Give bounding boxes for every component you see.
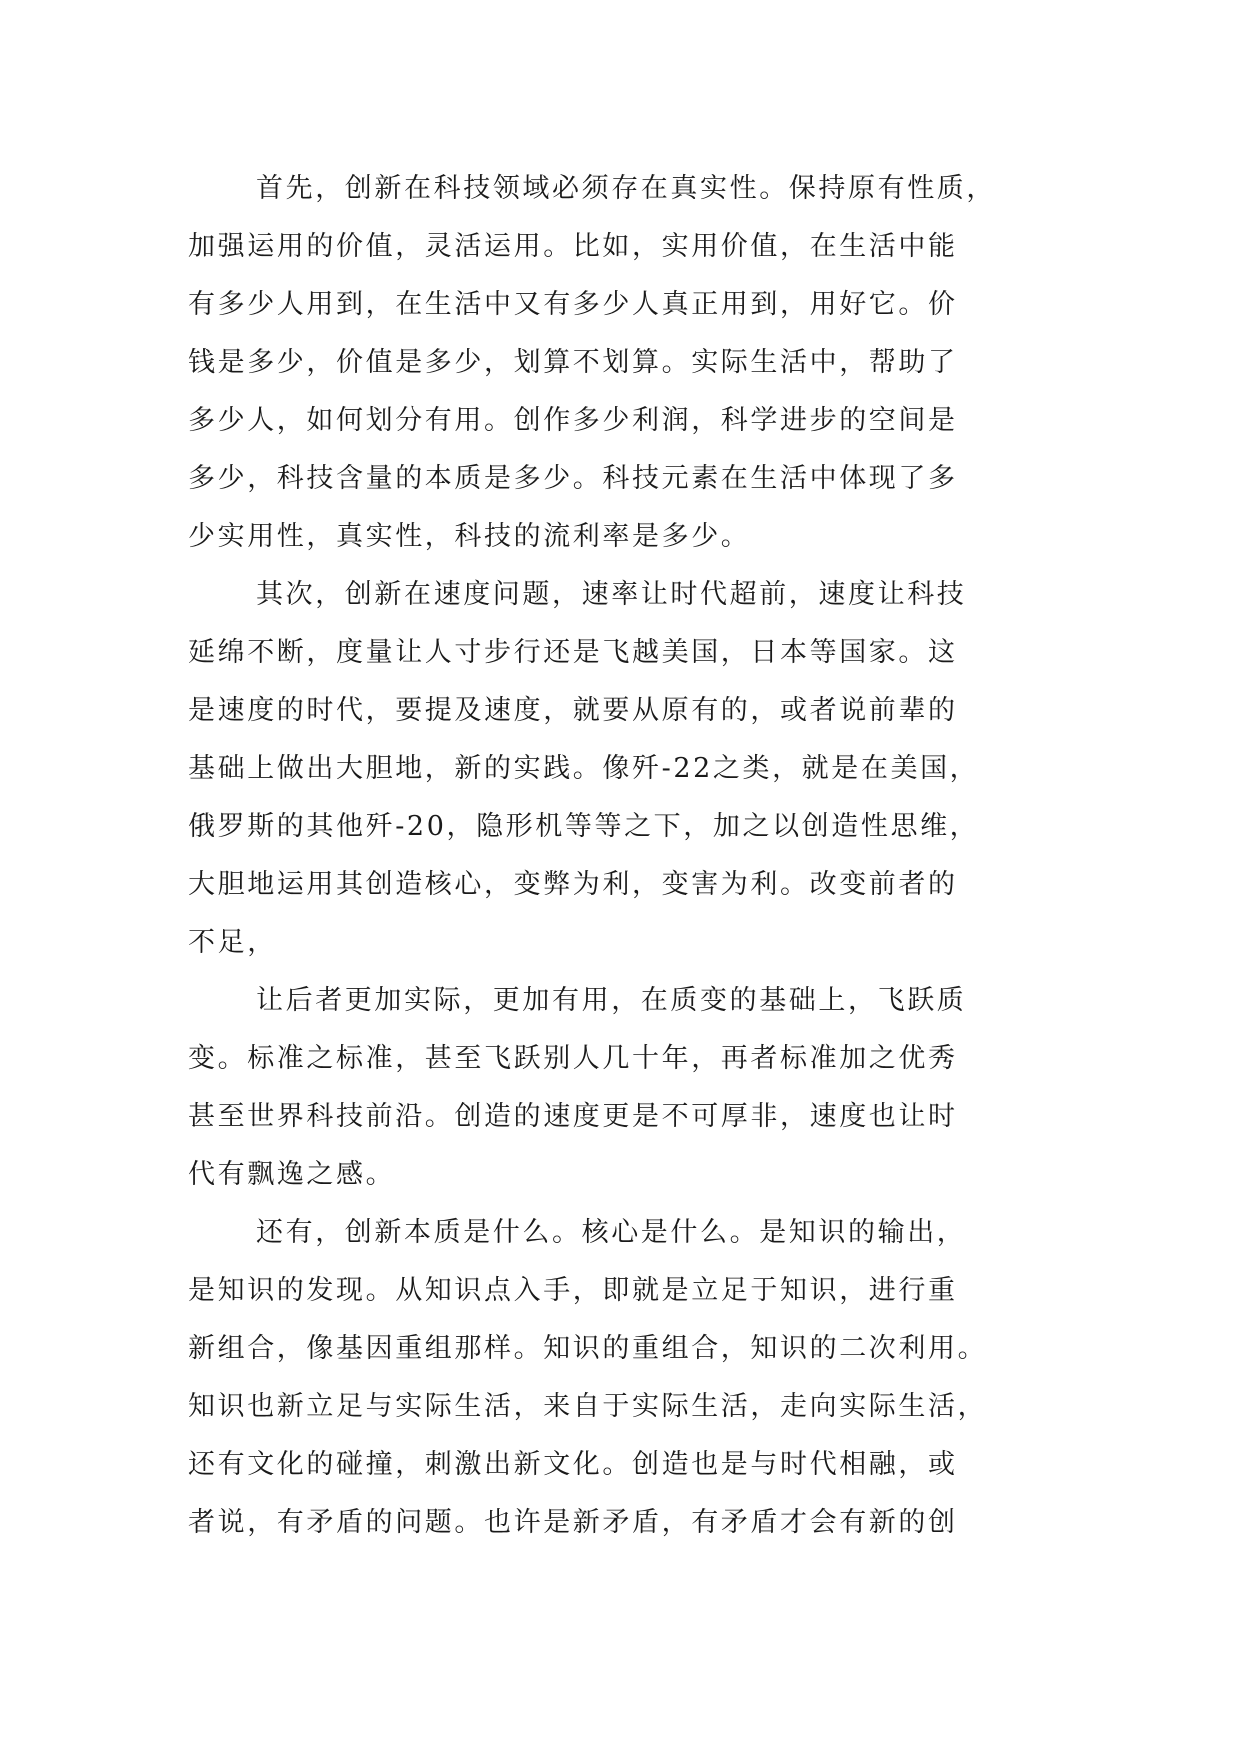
text-line: 知识也新立足与实际生活，来自于实际生活，走向实际生活， xyxy=(188,1391,988,1422)
paragraph xyxy=(188,566,1058,972)
text-line: 是速度的时代，要提及速度，就要从原有的，或者说前辈的 xyxy=(188,695,958,726)
text-line: 多少人，如何划分有用。创作多少利润，科学进步的空间是 xyxy=(188,405,958,436)
text-line: 代有飘逸之感。 xyxy=(188,1159,396,1190)
text-line: 首先，创新在科技领域必须存在真实性。保持原有性质， xyxy=(256,173,996,204)
text-line: 延绵不断，度量让人寸步行还是飞越美国，日本等国家。这 xyxy=(188,637,958,668)
text-line: 不足， xyxy=(188,927,277,958)
text-line: 还有，创新本质是什么。核心是什么。是知识的输出， xyxy=(256,1217,967,1248)
text-line: 大胆地运用其创造核心，变弊为利，变害为利。改变前者的 xyxy=(188,869,958,900)
text-line: 少实用性，真实性，科技的流利率是多少。 xyxy=(188,521,751,552)
paragraph xyxy=(188,160,1058,566)
text-line: 甚至世界科技前沿。创造的速度更是不可厚非，速度也让时 xyxy=(188,1101,958,1132)
text-line: 多少，科技含量的本质是多少。科技元素在生活中体现了多 xyxy=(188,463,958,494)
text-line: 有多少人用到，在生活中又有多少人真正用到，用好它。价 xyxy=(188,289,958,320)
text-line: 变。标准之标准，甚至飞跃别人几十年，再者标准加之优秀 xyxy=(188,1043,958,1074)
text-line: 加强运用的价值，灵活运用。比如，实用价值，在生活中能 xyxy=(188,231,958,262)
text-line: 者说，有矛盾的问题。也许是新矛盾，有矛盾才会有新的创 xyxy=(188,1507,958,1538)
paragraph xyxy=(188,1204,1058,1552)
text-line: 还有文化的碰撞，刺激出新文化。创造也是与时代相融，或 xyxy=(188,1449,958,1480)
paragraph xyxy=(188,972,1058,1204)
text-line: 其次，创新在速度问题，速率让时代超前，速度让科技 xyxy=(256,579,967,610)
text-line: 俄罗斯的其他歼-20，隐形机等等之下，加之以创造性思维， xyxy=(188,811,980,842)
text-line: 新组合，像基因重组那样。知识的重组合，知识的二次利用。 xyxy=(188,1333,988,1364)
text-line: 钱是多少，价值是多少，划算不划算。实际生活中，帮助了 xyxy=(188,347,958,378)
text-line: 基础上做出大胆地，新的实践。像歼-22之类，就是在美国， xyxy=(188,753,980,784)
text-line: 让后者更加实际，更加有用，在质变的基础上，飞跃质 xyxy=(256,985,967,1016)
document-body xyxy=(188,160,1058,1552)
text-line: 是知识的发现。从知识点入手，即就是立足于知识，进行重 xyxy=(188,1275,958,1306)
